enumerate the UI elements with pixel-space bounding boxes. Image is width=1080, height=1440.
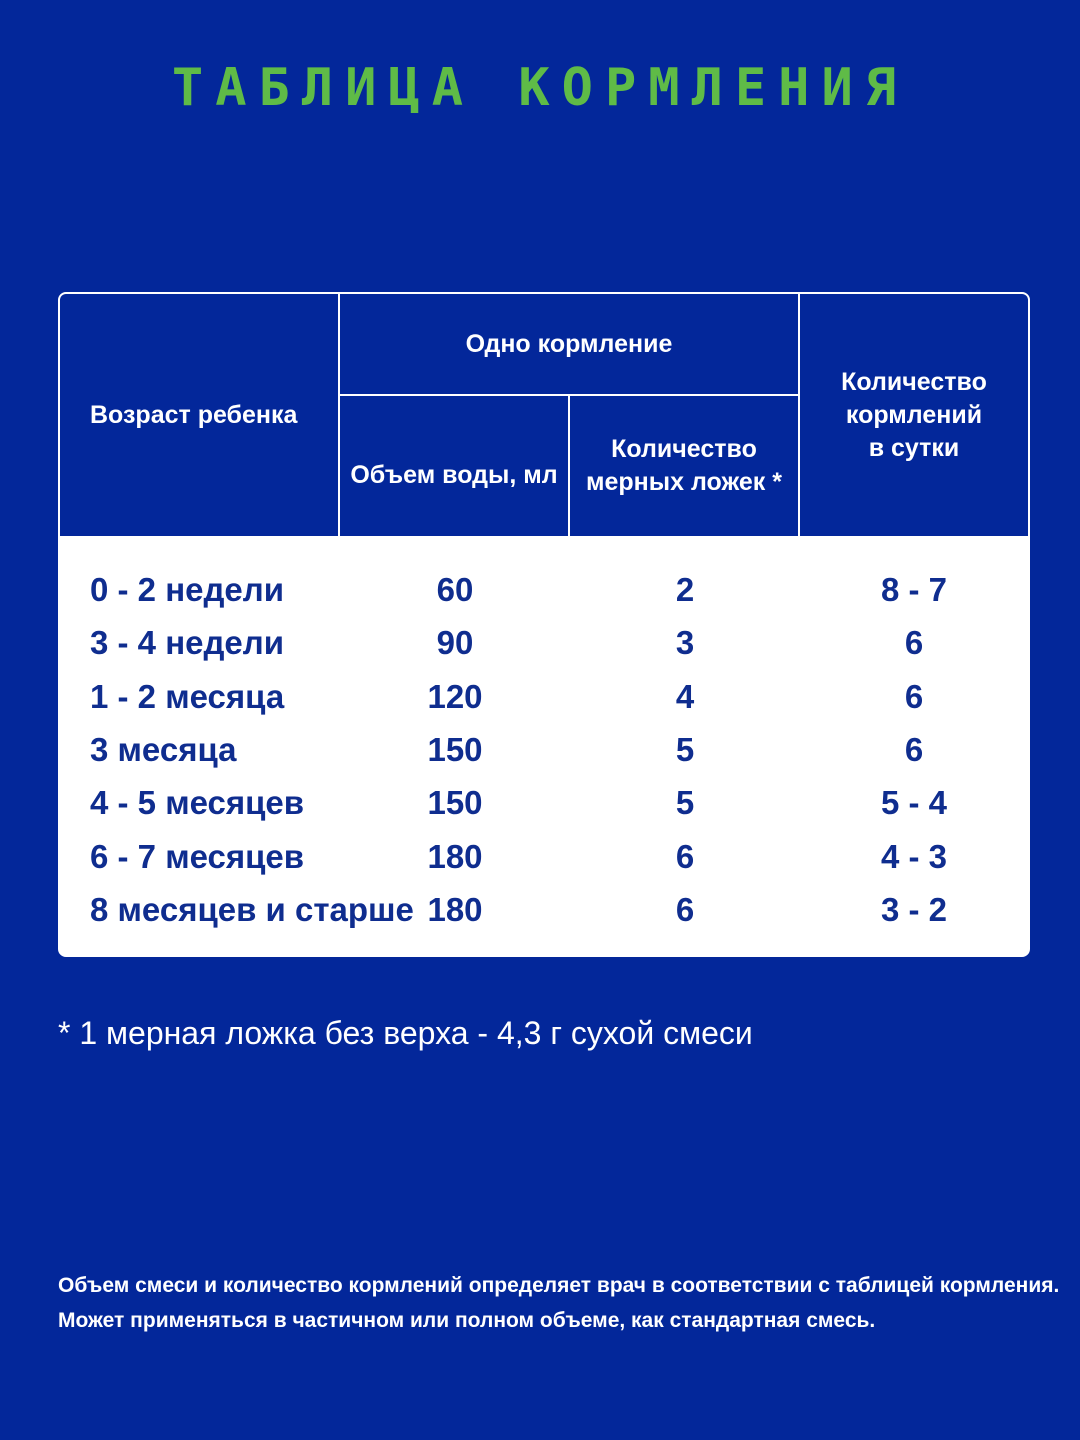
header-feeds-per-day (800, 294, 1028, 536)
header-age: Возраст ребенка (90, 400, 298, 429)
cell-spoons: 6 (675, 891, 695, 928)
table-row (60, 563, 1028, 617)
cell-water: 60 (436, 571, 474, 608)
table-row (60, 776, 1028, 830)
header-feeds-line2: кормлений (845, 400, 983, 429)
cell-water: 120 (427, 678, 483, 715)
cell-feeds: 8 - 7 (880, 571, 948, 608)
feeding-table (58, 292, 1030, 957)
table-row (60, 723, 1028, 777)
cell-age: 3 - 4 недели (90, 624, 285, 661)
footer-line-1: Объем смеси и количество кормлений определяет врач в соответствии с таблицей кормления. (58, 1274, 1060, 1297)
footer-note (58, 1268, 1060, 1338)
cell-water: 180 (427, 891, 483, 928)
header-spoons-line2: мерных ложек * (586, 468, 782, 496)
cell-water: 180 (427, 838, 483, 875)
table-row (60, 616, 1028, 670)
cell-age: 0 - 2 недели (90, 571, 285, 608)
cell-spoons: 3 (675, 624, 695, 661)
table-body (60, 536, 1028, 957)
footer-line-2: Может применяться в частичном или полном объеме, как стандартная смесь. (58, 1309, 876, 1332)
cell-age: 1 - 2 месяца (90, 678, 285, 715)
cell-feeds: 6 (904, 731, 924, 768)
cell-feeds: 4 - 3 (880, 838, 948, 875)
header-spoons (570, 396, 798, 536)
table-row (60, 830, 1028, 884)
table-row (60, 670, 1028, 724)
cell-feeds: 6 (904, 624, 924, 661)
cell-age: 4 - 5 месяцев (90, 784, 305, 821)
cell-feeds: 3 - 2 (880, 891, 948, 928)
cell-spoons: 5 (675, 731, 695, 768)
cell-water: 90 (436, 624, 474, 661)
header-spoons-line1: Количество (611, 435, 757, 463)
cell-spoons: 4 (675, 678, 695, 715)
cell-water: 150 (427, 731, 483, 768)
cell-water: 150 (427, 784, 483, 821)
header-feeds-line3: в сутки (868, 433, 960, 462)
cell-age: 6 - 7 месяцев (90, 838, 305, 875)
header-feeds-line1: Количество (841, 367, 987, 396)
cell-feeds: 6 (904, 678, 924, 715)
cell-age: 3 месяца (90, 731, 237, 768)
header-water-volume: Объем воды, мл (350, 460, 558, 489)
cell-spoons: 6 (675, 838, 695, 875)
cell-age: 8 месяцев и старше (90, 891, 414, 928)
footnote: * 1 мерная ложка без верха - 4,3 г сухой смеси (58, 1015, 753, 1051)
table-header (60, 294, 1028, 536)
cell-spoons: 2 (675, 571, 695, 608)
table-row (60, 883, 1028, 937)
header-one-feeding: Одно кормление (465, 329, 673, 358)
page-title: ТАБЛИЦА КОРМЛЕНИЯ (171, 58, 909, 118)
cell-spoons: 5 (675, 784, 695, 821)
cell-feeds: 5 - 4 (880, 784, 948, 821)
